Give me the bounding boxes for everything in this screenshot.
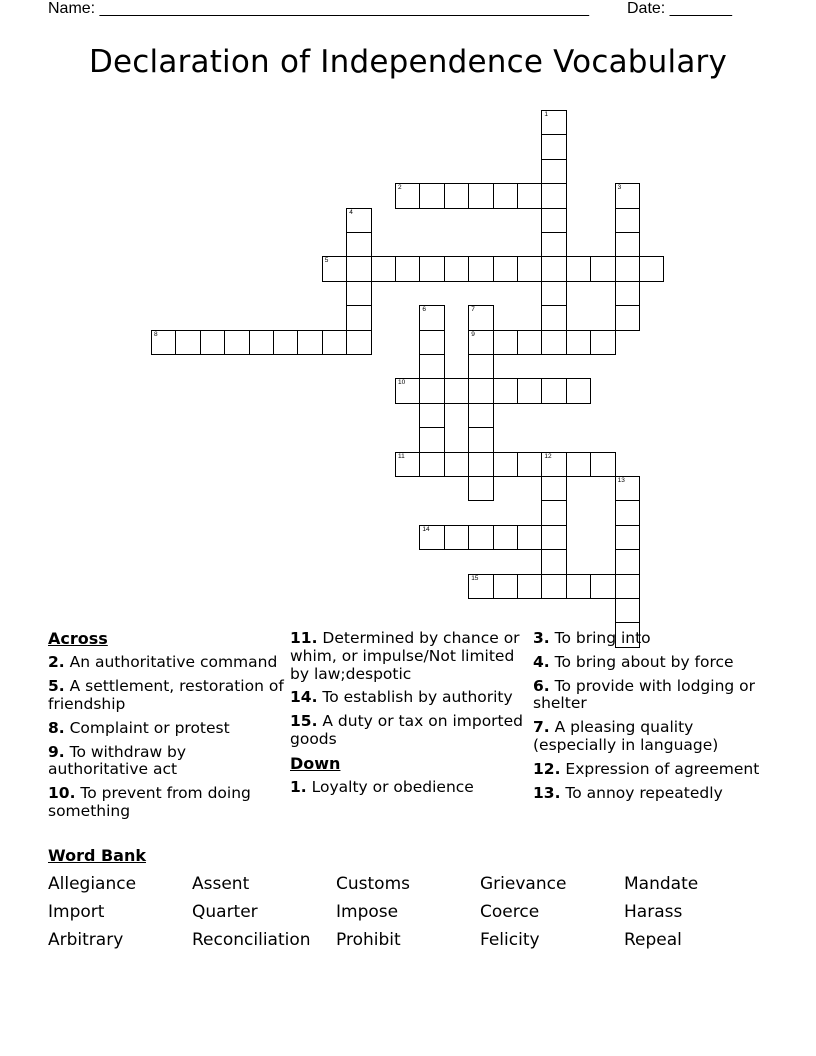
- grid-cell[interactable]: [395, 256, 420, 281]
- grid-cell[interactable]: [419, 403, 444, 428]
- clue-number: 14: [422, 525, 430, 533]
- clue-number: 8: [154, 330, 158, 338]
- clue-number: 2.: [48, 653, 65, 672]
- grid-cell[interactable]: [322, 330, 347, 355]
- across-heading: Across: [48, 629, 108, 648]
- clue-number: 7: [471, 306, 475, 314]
- grid-cell[interactable]: [468, 183, 493, 208]
- clue-number: 3.: [533, 629, 550, 647]
- grid-cell[interactable]: [615, 183, 640, 208]
- word-bank-item: Grievance: [480, 874, 567, 894]
- down-clue: [533, 654, 763, 672]
- clue-number: 12: [544, 452, 552, 460]
- grid-cell[interactable]: [615, 525, 640, 550]
- grid-cell[interactable]: [615, 574, 640, 599]
- grid-cell[interactable]: [493, 525, 518, 550]
- grid-cell[interactable]: [517, 378, 542, 403]
- word-bank-item: Mandate: [624, 874, 699, 894]
- grid-cell[interactable]: [468, 525, 493, 550]
- clue-text: To bring about by force: [549, 652, 734, 671]
- grid-cell[interactable]: [395, 183, 420, 208]
- grid-cell[interactable]: [468, 378, 493, 403]
- clue-number: 2: [398, 184, 402, 192]
- clue-number: 12.: [533, 759, 561, 778]
- clue-number: 10.: [48, 784, 76, 803]
- clue-number: 11: [398, 452, 405, 460]
- word-bank-item: Felicity: [480, 930, 540, 950]
- clue-text: A duty or tax on imported goods: [290, 712, 524, 749]
- word-bank-item: Coerce: [480, 902, 540, 922]
- grid-cell[interactable]: [297, 330, 322, 355]
- grid-cell[interactable]: [541, 110, 566, 135]
- grid-cell[interactable]: [615, 232, 640, 257]
- grid-cell[interactable]: [419, 256, 444, 281]
- grid-cell[interactable]: [419, 183, 444, 208]
- down-clue: [533, 719, 763, 755]
- grid-cell[interactable]: [346, 305, 371, 330]
- grid-cell[interactable]: [541, 305, 566, 330]
- across-clue: [48, 720, 288, 738]
- across-clue: [48, 654, 288, 672]
- clue-text: To provide with lodging or shelter: [533, 676, 756, 713]
- clues-column-1: [48, 630, 288, 827]
- grid-cell[interactable]: [517, 183, 542, 208]
- grid-cell[interactable]: [541, 208, 566, 233]
- grid-cell[interactable]: [346, 208, 371, 233]
- grid-cell[interactable]: [395, 378, 420, 403]
- grid-cell[interactable]: [517, 452, 542, 477]
- clue-number: 9.: [48, 742, 65, 761]
- down-heading: Down: [290, 753, 341, 773]
- grid-cell[interactable]: [444, 452, 469, 477]
- clue-text: A pleasing quality (especially in language): [533, 718, 719, 755]
- word-bank: [48, 874, 768, 964]
- grid-cell[interactable]: [517, 525, 542, 550]
- clue-number: 10: [398, 379, 406, 387]
- clue-text: To establish by authority: [317, 688, 513, 707]
- grid-cell[interactable]: [419, 452, 444, 477]
- word-bank-item: Assent: [192, 874, 250, 894]
- grid-cell[interactable]: [419, 427, 444, 452]
- clue-text: Determined by chance or whim, or impulse/Not limited by law;despotic: [290, 629, 520, 683]
- grid-cell[interactable]: [322, 256, 347, 281]
- clue-number: 6.: [533, 676, 550, 695]
- grid-cell[interactable]: [468, 427, 493, 452]
- down-clue: [533, 785, 763, 803]
- grid-cell[interactable]: [566, 452, 591, 477]
- across-clue: [48, 785, 288, 821]
- grid-cell[interactable]: [541, 549, 566, 574]
- clue-number: 13: [617, 477, 625, 484]
- word-bank-item: Reconciliation: [192, 930, 311, 950]
- grid-cell[interactable]: [517, 574, 542, 599]
- grid-cell[interactable]: [444, 378, 469, 403]
- grid-cell[interactable]: [444, 256, 469, 281]
- clues-column-2: [290, 630, 530, 803]
- clue-text: An authoritative command: [64, 653, 278, 672]
- grid-cell[interactable]: [419, 305, 444, 330]
- grid-cell[interactable]: [175, 330, 200, 355]
- grid-cell[interactable]: [541, 256, 566, 281]
- grid-cell[interactable]: [541, 476, 566, 501]
- clue-text: To withdraw by authoritative act: [48, 742, 187, 779]
- across-clue: [48, 678, 288, 714]
- grid-cell[interactable]: [493, 452, 518, 477]
- grid-cell[interactable]: [541, 378, 566, 403]
- grid-cell[interactable]: [468, 574, 493, 599]
- grid-cell[interactable]: [590, 452, 615, 477]
- clue-text: To prevent from doing something: [48, 784, 251, 821]
- down-clue: [533, 761, 763, 779]
- grid-cell[interactable]: [541, 232, 566, 257]
- grid-cell[interactable]: [566, 256, 591, 281]
- clue-number: 1: [544, 111, 549, 118]
- grid-cell[interactable]: [615, 256, 640, 281]
- grid-cell[interactable]: [493, 256, 518, 281]
- grid-cell[interactable]: [346, 281, 371, 306]
- grid-cell[interactable]: [249, 330, 274, 355]
- grid-cell[interactable]: [493, 378, 518, 403]
- grid-cell[interactable]: [468, 354, 493, 379]
- grid-cell[interactable]: [590, 574, 615, 599]
- grid-cell[interactable]: [371, 256, 396, 281]
- clue-number: 14.: [290, 688, 318, 707]
- across-clue: [290, 630, 530, 683]
- clue-number: 4: [349, 208, 353, 216]
- word-bank-item: Repeal: [624, 930, 682, 950]
- clue-text: Complaint or protest: [64, 718, 230, 737]
- grid-cell[interactable]: [541, 183, 566, 208]
- page-title: Declaration of Independence Vocabulary: [88, 44, 728, 80]
- grid-cell[interactable]: [541, 525, 566, 550]
- grid-cell[interactable]: [468, 305, 493, 330]
- clue-number: 15.: [290, 712, 318, 731]
- clue-number: 1.: [290, 778, 307, 797]
- grid-cell[interactable]: [419, 378, 444, 403]
- clues-column-3: [533, 630, 763, 809]
- grid-cell[interactable]: [493, 574, 518, 599]
- grid-cell[interactable]: [615, 476, 640, 501]
- name-line[interactable]: Name: _______________________________________________________: [48, 0, 589, 17]
- clue-number: 4.: [533, 652, 550, 671]
- word-bank-item: Arbitrary: [48, 930, 124, 950]
- grid-cell[interactable]: [419, 525, 444, 550]
- grid-cell[interactable]: [151, 330, 176, 355]
- clue-number: 5: [324, 257, 329, 265]
- grid-cell[interactable]: [566, 378, 591, 403]
- grid-cell[interactable]: [200, 330, 225, 355]
- grid-cell[interactable]: [566, 574, 591, 599]
- word-bank-item: Harass: [624, 902, 683, 922]
- word-bank-item: Prohibit: [336, 930, 401, 950]
- grid-cell[interactable]: [566, 330, 591, 355]
- grid-cell[interactable]: [468, 256, 493, 281]
- grid-cell[interactable]: [615, 208, 640, 233]
- grid-cell[interactable]: [346, 330, 371, 355]
- grid-cell[interactable]: [615, 305, 640, 330]
- grid-cell[interactable]: [273, 330, 298, 355]
- grid-cell[interactable]: [468, 476, 493, 501]
- word-bank-title: Word Bank: [48, 846, 147, 865]
- grid-cell[interactable]: [590, 256, 615, 281]
- grid-cell[interactable]: [541, 281, 566, 306]
- across-clue: [48, 744, 288, 780]
- word-bank-item: Customs: [336, 874, 410, 894]
- clue-text: A settlement, restoration of friendship: [48, 677, 284, 714]
- grid-cell[interactable]: [541, 134, 566, 159]
- grid-cell[interactable]: [468, 452, 493, 477]
- down-clue: [533, 630, 763, 648]
- clue-number: 13.: [533, 783, 561, 802]
- word-bank-item: Allegiance: [48, 874, 137, 894]
- clue-text: Loyalty or obedience: [306, 778, 474, 797]
- grid-cell[interactable]: [615, 281, 640, 306]
- word-bank-item: Quarter: [192, 902, 258, 922]
- grid-cell[interactable]: [444, 183, 469, 208]
- grid-cell[interactable]: [590, 330, 615, 355]
- grid-cell[interactable]: [615, 549, 640, 574]
- grid-cell[interactable]: [346, 232, 371, 257]
- grid-cell[interactable]: [615, 500, 640, 525]
- grid-cell[interactable]: [493, 330, 518, 355]
- grid-cell[interactable]: [541, 330, 566, 355]
- grid-cell[interactable]: [346, 256, 371, 281]
- down-clue: [533, 678, 763, 714]
- clue-number: 7.: [533, 718, 550, 737]
- word-bank-item: Import: [48, 902, 105, 922]
- grid-cell[interactable]: [444, 525, 469, 550]
- grid-cell[interactable]: [468, 403, 493, 428]
- grid-cell[interactable]: [517, 330, 542, 355]
- grid-cell[interactable]: [541, 574, 566, 599]
- clue-number: 6: [422, 306, 427, 314]
- clue-number: 3: [617, 184, 622, 192]
- grid-cell[interactable]: [224, 330, 249, 355]
- word-bank-item: Impose: [336, 902, 399, 922]
- grid-cell[interactable]: [639, 256, 664, 281]
- clue-text: To bring into: [549, 629, 651, 647]
- grid-cell[interactable]: [468, 330, 493, 355]
- grid-cell[interactable]: [395, 452, 420, 477]
- grid-cell[interactable]: [541, 452, 566, 477]
- grid-cell[interactable]: [541, 159, 566, 184]
- grid-cell[interactable]: [541, 500, 566, 525]
- grid-cell[interactable]: [493, 183, 518, 208]
- grid-cell[interactable]: [615, 598, 640, 623]
- clue-number: 9: [471, 330, 475, 338]
- clue-text: To annoy repeatedly: [560, 783, 723, 802]
- grid-cell[interactable]: [517, 256, 542, 281]
- grid-cell[interactable]: [419, 354, 444, 379]
- grid-cell[interactable]: [419, 330, 444, 355]
- clue-number: 15: [471, 574, 479, 582]
- down-clue: [290, 779, 530, 797]
- date-line[interactable]: Date: _______: [627, 0, 732, 17]
- clue-number: 11.: [290, 629, 318, 647]
- clue-text: Expression of agreement: [560, 759, 760, 778]
- clue-number: 8.: [48, 718, 65, 737]
- across-clue: [290, 713, 530, 749]
- across-clue: [290, 689, 530, 707]
- clue-number: 5.: [48, 677, 65, 696]
